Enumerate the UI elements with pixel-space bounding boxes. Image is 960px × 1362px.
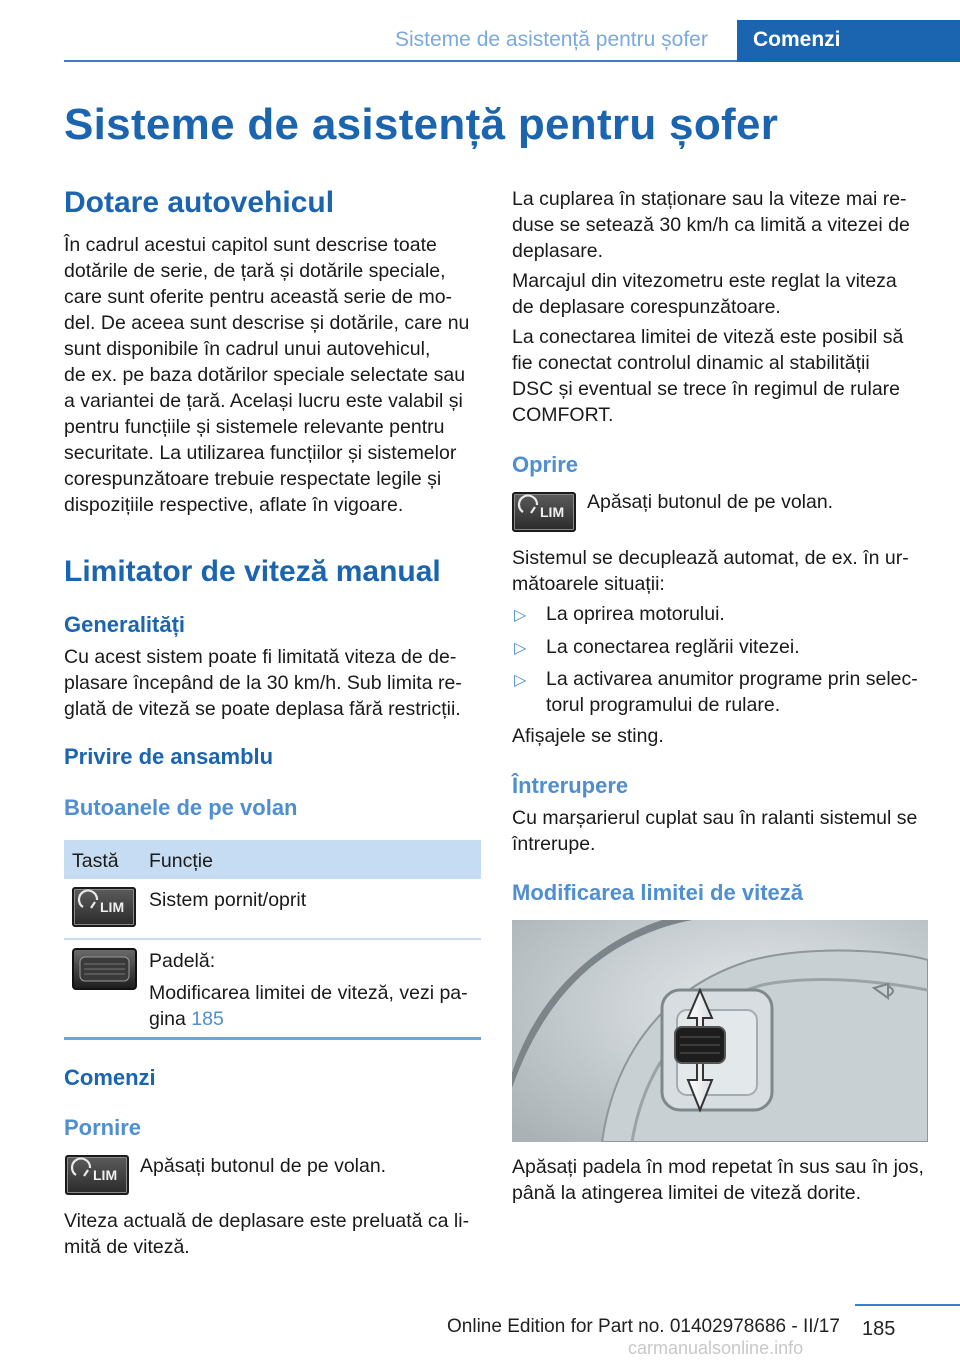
- pornire-text: Apăsați butonul de pe volan.: [140, 1155, 387, 1177]
- page-number-rule: [855, 1304, 960, 1306]
- heading-pornire: Pornire: [64, 1115, 142, 1140]
- heading-privire: Privire de ansamblu: [64, 744, 274, 769]
- marcaj-paragraph: Marcajul din vitezometru este reglat la viteza de deplasare corespunzătoare.: [512, 270, 897, 318]
- watermark: carmanualsonline.info: [628, 1338, 804, 1358]
- cuplare-paragraph: La cuplarea în staționare sau la viteze mai re‐ duse se setează 30 km/h ca limită a vitezei de deplasare.: [512, 188, 910, 262]
- table-bottom-rule: [64, 1037, 481, 1040]
- rocker-paddle-icon: [72, 948, 137, 990]
- heading-dotare: Dotare autovehicul: [64, 186, 335, 219]
- generalitati-paragraph: Cu acest sistem poate fi limitată viteza de de‐ plasare începând de la 30 km/h. Sub limita re‐ glată de viteză se poate deplasa fără restricții.: [64, 646, 462, 720]
- lim-button-icon: LIM: [65, 1155, 129, 1195]
- page-number: 185: [862, 1318, 896, 1340]
- footer-edition: Online Edition for Part no. 01402978686 - II/17: [447, 1316, 840, 1337]
- table-header: [64, 840, 481, 879]
- oprire-text: Apăsați butonul de pe volan.: [587, 491, 834, 513]
- heading-comenzi: Comenzi: [64, 1065, 156, 1090]
- bullet-marker: ▷: [514, 640, 527, 657]
- bullet-item: La conectarea reglării vitezei.: [546, 636, 800, 658]
- conectare-paragraph: La conectarea limitei de viteză este posibil să fie conectat controlul dinamic al stabilității DSC și eventual se trece în regimul de rulare COMFORT.: [512, 326, 904, 426]
- lim-icon-label: LIM: [100, 899, 125, 915]
- afisaje-text: Afișajele se sting.: [512, 725, 664, 747]
- table-row1-func: Sistem pornit/oprit: [149, 889, 307, 911]
- heading-butoane: Butoanele de pe volan: [64, 795, 298, 820]
- intrerupere-paragraph: Cu marșarierul cuplat sau în ralanti sistemul se întrerupe.: [512, 807, 918, 855]
- table-row2-desc: Modificarea limitei de viteză, vezi pa‐ gina 185: [149, 982, 468, 1030]
- heading-generalitati: Generalități: [64, 612, 186, 637]
- steering-wheel-photo: [512, 920, 928, 1142]
- lim-button-icon: LIM: [512, 492, 576, 532]
- table-row2-label: Padelă:: [149, 950, 216, 972]
- heading-modificare: Modificarea limitei de viteză: [512, 880, 803, 905]
- table-divider: [64, 938, 481, 940]
- header-tab-label: Comenzi: [753, 28, 841, 51]
- bullet-marker: ▷: [514, 672, 527, 689]
- table-col-key: Tastă: [72, 850, 119, 872]
- viteza-paragraph: Viteza actuală de deplasare este preluată ca li‐ mită de viteză.: [64, 1210, 470, 1258]
- bullet-item: La oprirea motorului.: [546, 603, 725, 625]
- bullet-item: La activarea anumitor programe prin selec‐ torul programului de rulare.: [546, 668, 918, 716]
- header-section-title: Sisteme de asistență pentru șofer: [395, 28, 708, 51]
- page-title: Sisteme de asistență pentru șofer: [64, 100, 779, 149]
- decuplare-paragraph: Sistemul se decuplează automat, de ex. în ur‐ mătoarele situații:: [512, 547, 909, 595]
- table-col-func: Funcție: [149, 850, 213, 872]
- heading-limitator: Limitator de viteză manual: [64, 555, 441, 588]
- heading-oprire: Oprire: [512, 452, 579, 477]
- lim-button-icon: [72, 887, 136, 927]
- apasati-paragraph: Apăsați padela în mod repetat în sus sau în jos, până la atingerea limitei de viteză dorite.: [512, 1156, 924, 1204]
- dotare-paragraph: În cadrul acestui capitol sunt descrise toate dotările de serie, de țară și dotările speciale, care sunt oferite pentru această serie de mo‐ del. De aceea sunt descrise și dotările, care nu sunt disponibile în cadrul unui autovehicul, de ex. pe baza dotărilor speciale selectate sau a variantei de țară. Același lucru este valabil și pentru funcțiile și sistemele relevante pentru securitate. La utilizarea funcțiilor și sistemelor corespunzătoare trebuie respectate legile și dispozițiile respective, aflate în vigoare.: [64, 234, 470, 516]
- heading-intrerupere: Întrerupere: [512, 773, 629, 798]
- bullet-marker: ▷: [514, 607, 527, 624]
- page-ref-link[interactable]: 185: [191, 1008, 224, 1030]
